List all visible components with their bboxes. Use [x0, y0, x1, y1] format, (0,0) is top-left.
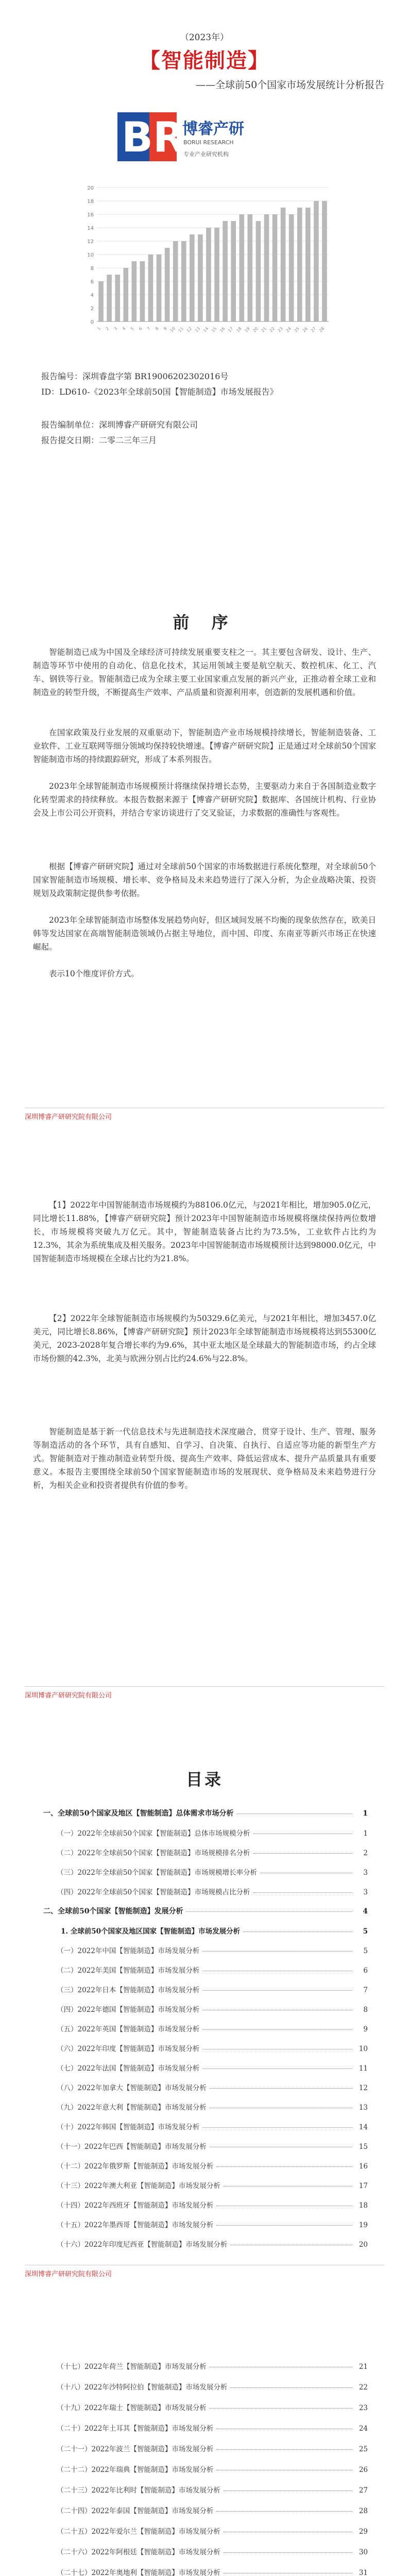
toc-entry-label: （十二）2022年俄罗斯【智能制造】市场发展分析	[57, 2162, 214, 2171]
chart-x-tick-label: 1	[96, 326, 102, 332]
chart-x-tick-label: 6	[138, 326, 143, 332]
toc-page-number: 29	[359, 2528, 368, 2536]
toc-entry[interactable]	[57, 2567, 368, 2576]
report-number-label: 报告编号：	[41, 371, 83, 381]
chart-x-tick-label: 18	[235, 326, 243, 333]
toc-entry-label: （四）2022年全球前50个国家【智能制造】市场规模占比分析	[57, 1888, 250, 1896]
toc-page-2	[0, 2314, 409, 2576]
toc-page-number: 16	[359, 2162, 368, 2171]
toc-page-number: 5	[363, 1927, 368, 1936]
report-number-row	[41, 370, 228, 382]
toc-leader-dots	[216, 2166, 352, 2167]
chart-x-tick-label: 28	[318, 326, 326, 333]
preface-paragraph-4: 根据【博睿产研研究院】通过对全球前50个国家的市场数据进行系统化整理，对全球前50个国家智能制造市场规模、增长率、竞争格局及未来趋势进行了深入分析，为企业战略决策、投资规划及政策制定提供参考依据。	[33, 862, 376, 898]
toc-leader-dots	[216, 2225, 352, 2226]
toc-entry-label: （二十三）2022年比利时【智能制造】市场发展分析	[57, 2486, 220, 2495]
closing-paragraph: 智能制造是基于新一代信息技术与先进制造技术深度融合，贯穿于设计、生产、管理、服务等制造活动的各个环节，具有自感知、自学习、自决策、自执行、自适应等功能的新型生产方式。智能制造对于推动制造业转型升级、提高生产效率、降低运营成本、提升产品质量具有重要意义。本报告主要围绕全球前50个国家智能制造市场的发展现状、竞争格局及未来趋势进行分析，为相关企业和投资者提供有价值的参考。	[33, 1427, 376, 1490]
toc-leader-dots	[216, 2449, 352, 2450]
toc-leader-dots	[202, 2127, 352, 2128]
chart-bar	[132, 261, 137, 321]
toc-leader-dots	[253, 1853, 352, 1854]
toc-page-number: 28	[359, 2507, 368, 2515]
toc-entry[interactable]	[57, 1827, 368, 1838]
toc-entry-label: （十四）2022年西班牙【智能制造】市场发展分析	[57, 2201, 214, 2210]
chart-x-tick-label: 22	[268, 326, 276, 333]
toc-entry[interactable]	[57, 2121, 368, 2131]
toc-entry[interactable]	[57, 2402, 368, 2412]
chart-bar	[98, 281, 104, 321]
toc-leader-dots	[210, 2088, 352, 2089]
chart-x-tick-label: 11	[177, 326, 185, 333]
toc-entry[interactable]	[61, 1925, 368, 1936]
chart-bar	[256, 221, 261, 321]
chart-x-tick-label: 8	[154, 326, 160, 332]
highlights-page	[0, 1157, 409, 1736]
chart-y-tick-label: 8	[90, 266, 94, 272]
date-row	[41, 434, 157, 446]
toc-entry[interactable]	[57, 2219, 368, 2229]
toc-entry-label: （七）2022年法国【智能制造】市场发展分析	[57, 2064, 200, 2073]
toc-entry-label: （十六）2022年印度尼西亚【智能制造】市场发展分析	[57, 2241, 228, 2249]
toc-entry-label: 二、全球前50个国家【智能制造】发展分析	[43, 1907, 183, 1916]
chart-x-tick-label: 17	[227, 326, 234, 333]
toc-page-number: 4	[363, 1907, 368, 1916]
chart-x-tick-label: 3	[113, 326, 118, 332]
toc-page-number: 25	[359, 2445, 368, 2453]
toc-page-number: 1	[363, 1809, 368, 1818]
toc-entry[interactable]	[57, 2023, 368, 2033]
toc-entry[interactable]	[57, 2526, 368, 2536]
toc-leader-dots	[216, 2511, 352, 2512]
toc-leader-dots	[224, 2490, 352, 2491]
toc-entry-label: （三）2022年日本【智能制造】市场发展分析	[57, 1986, 200, 1994]
chart-bar	[322, 201, 327, 321]
chart-x-tick-label: 5	[129, 326, 135, 332]
chart-y-tick-label: 12	[87, 239, 94, 245]
toc-entry-label: （二十六）2022年阿根廷【智能制造】市场发展分析	[57, 2548, 220, 2556]
toc-page-number: 27	[359, 2486, 368, 2495]
toc-page-number: 10	[359, 2045, 368, 2053]
toc-entry[interactable]	[57, 2361, 368, 2371]
chart-y-tick-label: 2	[90, 306, 94, 312]
toc-leader-dots	[243, 1931, 352, 1932]
toc-page-number: 1	[363, 1829, 368, 1838]
page-footer: 深圳博睿产研研究院有限公司	[25, 2265, 384, 2278]
toc-entry-label: （二十五）2022年爱尔兰【智能制造】市场发展分析	[57, 2528, 220, 2536]
logo-en: BORUI RESEARCH	[183, 139, 234, 146]
chart-y-tick-label: 4	[90, 293, 94, 298]
chart-bar	[248, 214, 253, 321]
chart-bar	[314, 201, 319, 321]
preface-page	[0, 579, 409, 1157]
submission-date: 二零二三年三月	[99, 435, 157, 445]
chart-bar	[123, 268, 128, 321]
cover-bar-chart	[76, 181, 334, 341]
chart-y-tick-label: 10	[87, 252, 94, 258]
toc-entry-label: （三）2022年全球前50个国家【智能制造】市场规模增长率分析	[57, 1869, 258, 1877]
chart-x-tick-label: 26	[301, 326, 309, 333]
toc-leader-dots	[210, 2408, 352, 2409]
toc-entry[interactable]	[57, 2004, 368, 2014]
toc-page-number: 21	[359, 2363, 368, 2371]
toc-page-number: 3	[363, 1888, 368, 1896]
toc-heading: 目录	[185, 1770, 223, 1789]
toc-page-number: 15	[359, 2143, 368, 2151]
toc-leader-dots	[202, 1990, 352, 1991]
toc-entry[interactable]	[57, 2546, 368, 2556]
preface-paragraph-1: 智能制造已成为中国及全球经济可持续发展重要支柱之一。其主要包含研发、设计、生产、制造等环节中使用的自动化、信息化技术，其运用领域主要是航空航天、数控机床、化工、汽车、钢铁等行业。智能制造已成为全球主要工业国家重点发展的新兴产业，正推动着全球工业和制造业的转型升级，不断提高生产效率、产品质量和资源利用率，创造新的发展机遇和价值。	[33, 648, 376, 697]
report-id: LD610-《2023年全球前50国【智能制造】市场发展报告》	[59, 387, 278, 397]
chart-y-tick-label: 16	[87, 212, 94, 218]
toc-entry-label: （十九）2022年瑞士【智能制造】市场发展分析	[57, 2404, 207, 2412]
toc-entry[interactable]	[57, 2505, 368, 2515]
toc-entry-label: （十七）2022年荷兰【智能制造】市场发展分析	[57, 2363, 207, 2371]
toc-page-number: 2	[363, 1849, 368, 1857]
toc-entry-label: （十三）2022年澳大利亚【智能制造】市场发展分析	[57, 2182, 220, 2190]
date-label: 报告提交日期：	[41, 435, 99, 445]
toc-leader-dots	[224, 2186, 352, 2187]
toc-entry-label: （一）2022年全球前50个国家【智能制造】总体市场规模分析	[57, 1829, 250, 1838]
chart-x-tick-label: 23	[277, 326, 284, 333]
chart-bar	[264, 214, 269, 321]
toc-entry[interactable]	[57, 2160, 368, 2171]
chart-x-tick-label: 4	[121, 326, 127, 332]
toc-entry-label: （五）2022年英国【智能制造】市场发展分析	[57, 2025, 200, 2033]
chart-bar	[223, 221, 228, 321]
chart-bar	[305, 208, 311, 321]
toc-entry-label: （十五）2022年墨西哥【智能制造】市场发展分析	[57, 2221, 214, 2229]
chart-bar	[198, 234, 203, 321]
report-number: 深圳睿盘字第 BR19006202302016号	[82, 371, 229, 381]
toc-entry[interactable]	[57, 1867, 368, 1877]
toc-entry-label: （十一）2022年巴西【智能制造】市场发展分析	[57, 2143, 207, 2151]
toc-entry-label: 一、全球前50个国家及地区【智能制造】总体需求市场分析	[43, 1809, 234, 1818]
toc-entry-label: （二十四）2022年泰国【智能制造】市场发展分析	[57, 2507, 214, 2515]
chart-svg	[76, 181, 334, 341]
toc-page-number: 24	[359, 2425, 368, 2433]
chart-y-tick-label: 20	[87, 185, 94, 191]
chart-bar	[107, 275, 112, 321]
chart-x-tick-label: 15	[210, 326, 218, 333]
preface-paragraph-6: 表示10个维度评价方式。	[49, 969, 139, 978]
toc-entry[interactable]	[57, 2199, 368, 2210]
chart-bar	[173, 241, 178, 321]
toc-leader-dots	[186, 1911, 352, 1912]
chart-bar	[281, 208, 286, 321]
toc-page-number: 7	[363, 1986, 368, 1994]
highlight-china: 【1】2022年中国智能制造市场规模约为88106.0亿元，与2021年相比，增加905.0亿元，同比增长11.88%，【博睿产研研究院】预计2023年中国智能制造市场规模将继续保持两位数增长，市场规模将突破九万亿元。其中，智能制造装备占比约为73.5%，工业软件占比约为12.3%，其余为系统集成及相关服务。2023年中国智能制造市场规模预计达到98000.0亿元，中国智能制造市场规模在全球占比约为21.8%。	[33, 1200, 376, 1263]
toc-leader-dots	[230, 2387, 352, 2388]
toc-entry-label: （十）2022年韩国【智能制造】市场发展分析	[57, 2123, 200, 2131]
toc-entry-label: 1. 全球前50个国家及地区国家【智能制造】市场发展分析	[61, 1927, 241, 1936]
highlight-global: 【2】2022年全球智能制造市场规模约为50329.6亿美元，与2021年相比，增加3457.0亿美元，同比增长8.86%，【博睿产研研究院】预计2023年全球智能制造市场规模将达到55300亿美元，2023-2028年复合增长率约为9.6%，其中亚太地区是全球最大的智能制造市场，约占全球市场份额的42.3%，北美与欧洲分别占比约24.6%与22.8%。	[33, 1314, 377, 1363]
toc-entry[interactable]	[57, 1847, 368, 1857]
logo-letters: BR	[122, 113, 185, 161]
toc-entry[interactable]	[57, 2239, 368, 2249]
toc-page-number: 9	[363, 2025, 368, 2033]
toc-entry-label: （二十）2022年土耳其【智能制造】市场发展分析	[57, 2425, 214, 2433]
chart-bar	[148, 255, 154, 321]
chart-x-tick-label: 12	[185, 326, 193, 333]
chart-x-tick-label: 9	[163, 326, 168, 332]
toc-page-number: 19	[359, 2221, 368, 2229]
author-row	[41, 418, 198, 430]
toc-page-number: 26	[359, 2466, 368, 2474]
toc-page-number: 5	[363, 1947, 368, 1955]
preface-paragraph-5: 2023年全球智能制造市场整体发展趋势向好，但区域间发展不均衡的现象依然存在，欧美日韩等发达国家在高端智能制造领域仍占据主导地位，而中国、印度、东南亚等新兴市场正在快速崛起。	[33, 916, 376, 952]
chart-y-tick-label: 0	[90, 319, 94, 325]
toc-entry-label: （二十一）2022年波兰【智能制造】市场发展分析	[57, 2445, 214, 2453]
chart-bar	[214, 228, 219, 321]
toc-page-number: 18	[359, 2201, 368, 2210]
toc-entry[interactable]	[57, 2043, 368, 2053]
toc-entry[interactable]	[57, 2180, 368, 2190]
toc-entry[interactable]	[57, 2381, 368, 2392]
toc-entry[interactable]	[57, 2464, 368, 2474]
toc-entry[interactable]	[57, 1984, 368, 1994]
author-label: 报告编制单位：	[41, 420, 99, 430]
toc-entry[interactable]	[57, 2082, 368, 2092]
chart-x-tick-label: 21	[260, 326, 267, 333]
chart-bar	[297, 208, 302, 321]
chart-x-tick-label: 2	[105, 326, 110, 332]
chart-x-tick-label: 14	[202, 326, 210, 333]
chart-x-tick-label: 25	[293, 326, 301, 333]
toc-entry[interactable]	[57, 2443, 368, 2453]
logo-tagline: 专业产业研究机构	[183, 151, 229, 158]
chart-y-tick-label: 18	[87, 199, 94, 205]
toc-entry-label: （四）2022年德国【智能制造】市场发展分析	[57, 2006, 200, 2014]
toc-page-number: 12	[359, 2084, 368, 2092]
toc-page-number: 20	[359, 2241, 368, 2249]
chart-bar	[190, 234, 195, 321]
chart-bar	[206, 228, 211, 321]
company-logo	[117, 112, 298, 161]
toc-leader-dots	[202, 1951, 352, 1952]
toc-entry[interactable]	[57, 1964, 368, 1975]
toc-page-number: 30	[359, 2548, 368, 2556]
cover-page	[0, 0, 409, 579]
toc-entry[interactable]	[43, 1906, 368, 1916]
report-id-row	[41, 385, 278, 397]
chart-y-tick-label: 6	[90, 279, 94, 285]
toc-page-1	[0, 1736, 409, 2314]
chart-bar	[181, 241, 186, 321]
toc-page-number: 6	[363, 1967, 368, 1975]
chart-x-tick-label: 7	[146, 326, 151, 332]
chart-x-tick-label: 13	[194, 326, 201, 333]
page-footer: 深圳博睿产研研究院有限公司	[25, 1686, 384, 1700]
chart-bar	[165, 248, 170, 321]
toc-page-number: 17	[359, 2182, 368, 2190]
toc-entry-label: （八）2022年加拿大【智能制造】市场发展分析	[57, 2084, 207, 2092]
preface-paragraph-3: 2023年全球智能制造市场规模预计将继续保持增长态势，主要驱动力来自于各国制造业数字化转型需求的持续释放。本报告数据来源于【博睿产研研究院】数据库、各国统计机构、行业协会及上市公司公开资料，并结合专家访谈进行了交叉验证，力求数据的准确性与客观性。	[33, 782, 376, 818]
chart-x-tick-label: 20	[252, 326, 259, 333]
toc-entry-label: （十八）2022年沙特阿拉伯【智能制造】市场发展分析	[57, 2383, 228, 2392]
toc-entry[interactable]	[57, 2062, 368, 2073]
toc-entry[interactable]	[43, 1808, 368, 1818]
toc-entry[interactable]	[57, 2141, 368, 2151]
toc-entry-label: （二十七）2022年奥地利【智能制造】市场发展分析	[57, 2569, 220, 2576]
chart-x-tick-label: 16	[218, 326, 226, 333]
toc-page-number: 3	[363, 1869, 368, 1877]
toc-entry-label: （二）2022年全球前50个国家【智能制造】市场规模排名分析	[57, 1849, 250, 1857]
toc-leader-dots	[224, 2552, 352, 2553]
chart-bar	[289, 214, 294, 321]
toc-leader-dots	[202, 2029, 352, 2030]
toc-page-number: 22	[359, 2383, 368, 2392]
chart-x-tick-label: 27	[310, 326, 317, 333]
author-name: 深圳博睿产研研究有限公司	[99, 420, 198, 430]
preface-heading: 前 序	[173, 613, 236, 632]
chart-x-tick-label: 19	[244, 326, 251, 333]
toc-leader-dots	[253, 1892, 352, 1893]
chart-x-tick-label: 24	[285, 326, 293, 333]
chart-bar	[157, 255, 162, 321]
toc-entry-label: （二）2022年美国【智能制造】市场发展分析	[57, 1967, 200, 1975]
toc-page-number: 14	[359, 2123, 368, 2131]
toc-page-number: 11	[359, 2064, 368, 2073]
toc-entry-label: （九）2022年意大利【智能制造】市场发展分析	[57, 2104, 207, 2112]
chart-bar	[231, 221, 236, 321]
page-footer: 深圳博睿产研研究院有限公司	[25, 1108, 384, 1121]
report-subtitle: ——全球前50个国家市场发展统计分析报告	[196, 79, 385, 91]
toc-entry-label: （一）2022年中国【智能制造】市场发展分析	[57, 1947, 200, 1955]
chart-bar	[272, 214, 278, 321]
toc-entry-label: （六）2022年印度【智能制造】市场发展分析	[57, 2045, 200, 2053]
toc-page-number: 13	[359, 2104, 368, 2112]
chart-x-tick-label: 10	[169, 326, 177, 333]
chart-bar	[239, 214, 244, 321]
toc-page-number: 23	[359, 2404, 368, 2412]
toc-page-number: 31	[359, 2569, 368, 2576]
toc-page-number: 8	[363, 2006, 368, 2014]
toc-entry-label: （二十二）2022年瑞典【智能制造】市场发展分析	[57, 2466, 214, 2474]
preface-paragraph-2: 在国家政策及行业发展的双重驱动下，智能制造产业市场规模持续增长，智能制造装备、工业软件、工业互联网等细分领域均保持较快增速。【博睿产研研究院】正是通过对全球前50个国家智能制造市场的持续跟踪研究，形成了本系列报告。	[33, 728, 376, 764]
toc-entry[interactable]	[57, 2484, 368, 2495]
chart-bar	[140, 261, 145, 321]
report-id-label: ID：	[41, 387, 60, 397]
logo-cn: 博睿产研	[182, 120, 244, 138]
toc-entry[interactable]	[57, 2422, 368, 2433]
report-year: （2023年）	[180, 32, 229, 43]
chart-bar	[115, 275, 120, 321]
report-title: 【智能制造】	[140, 48, 269, 73]
toc-entry[interactable]	[57, 1945, 368, 1955]
toc-entry[interactable]	[57, 2102, 368, 2112]
chart-y-tick-label: 14	[87, 226, 94, 231]
toc-entry[interactable]	[57, 1886, 368, 1896]
